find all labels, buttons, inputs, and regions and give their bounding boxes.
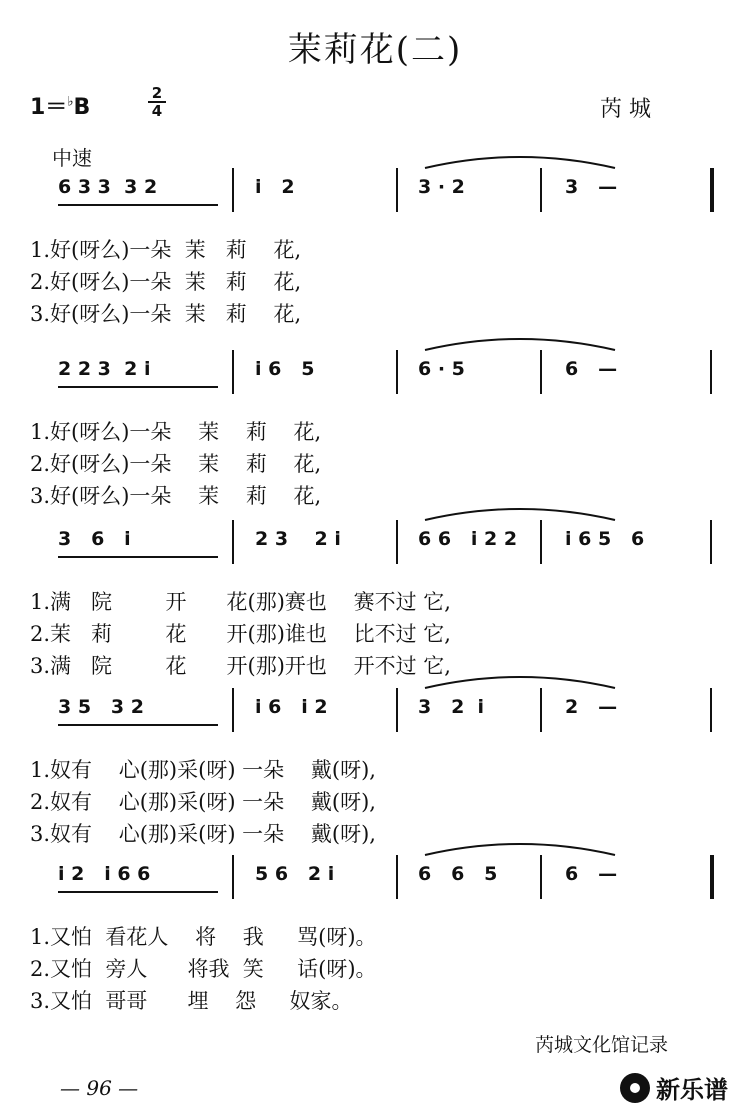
bar-line bbox=[710, 168, 714, 212]
measure-notes: i 6 i 2 bbox=[255, 696, 328, 718]
lyric-line: 3.满 院 花 开(那)开也 开不过 它, bbox=[30, 654, 451, 678]
tie-arc-path bbox=[425, 509, 615, 520]
tie-arc-path bbox=[425, 157, 615, 168]
tie-arc bbox=[420, 837, 620, 857]
bar-line bbox=[232, 688, 234, 732]
measure-notes: i 2 i 6 6 bbox=[58, 863, 151, 885]
tie-arc bbox=[420, 502, 620, 522]
logo-text: 新乐谱 bbox=[656, 1076, 728, 1104]
measure-notes: 2 2 3 2 i bbox=[58, 358, 151, 380]
record-disc-icon bbox=[620, 1073, 650, 1103]
measure-notes: 6 6 i 2 2 bbox=[418, 528, 518, 550]
measure-notes: 6 3 3 3 2 bbox=[58, 176, 158, 198]
bar-line bbox=[396, 520, 398, 564]
bar-line bbox=[710, 350, 712, 394]
tie-arc-path bbox=[425, 339, 615, 350]
bar-line bbox=[710, 688, 712, 732]
tie-arc bbox=[420, 150, 620, 170]
beam-underline bbox=[58, 891, 218, 893]
bar-line bbox=[396, 168, 398, 212]
author: 芮 城 bbox=[600, 97, 651, 122]
bar-line bbox=[540, 168, 542, 212]
key-prefix: 1＝ bbox=[30, 95, 68, 120]
lyric-line: 3.奴有 心(那)采(呀) 一朵 戴(呀), bbox=[30, 822, 376, 846]
lyric-line: 1.奴有 心(那)采(呀) 一朵 戴(呀), bbox=[30, 758, 376, 782]
measure-notes: 5 6 2 i bbox=[255, 863, 335, 885]
beam-underline bbox=[58, 724, 218, 726]
bar-line bbox=[232, 855, 234, 899]
bar-line bbox=[232, 520, 234, 564]
measure-notes: 3 6 i bbox=[58, 528, 131, 550]
bar-line bbox=[710, 855, 714, 899]
beam-underline bbox=[58, 386, 218, 388]
meter-bottom: 4 bbox=[151, 102, 163, 120]
tie-arc-path bbox=[425, 677, 615, 688]
bar-line bbox=[396, 855, 398, 899]
beam-underline bbox=[58, 556, 218, 558]
bar-line bbox=[396, 350, 398, 394]
lyric-line: 2.好(呀么)一朵 茉 莉 花, bbox=[30, 452, 322, 476]
bar-line bbox=[540, 688, 542, 732]
site-logo bbox=[620, 1070, 728, 1105]
measure-notes: 3 5 3 2 bbox=[58, 696, 144, 718]
song-title: 茉莉花(二) bbox=[287, 30, 463, 70]
lyric-line: 2.茉 莉 花 开(那)谁也 比不过 它, bbox=[30, 622, 451, 646]
lyric-line: 3.又怕 哥哥 埋 怨 奴家。 bbox=[30, 989, 353, 1013]
lyric-line: 3.好(呀么)一朵 茉 莉 花, bbox=[30, 302, 302, 326]
lyric-line: 1.好(呀么)一朵 茉 莉 花, bbox=[30, 238, 302, 262]
bar-line bbox=[232, 350, 234, 394]
meter-top: 2 bbox=[151, 84, 163, 102]
tie-arc bbox=[420, 670, 620, 690]
measure-notes: 6 · 5 bbox=[418, 358, 465, 380]
measure-notes: i 6 5 6 bbox=[565, 528, 645, 550]
measure-notes: 3 2 i bbox=[418, 696, 485, 718]
key-note: B bbox=[73, 95, 91, 120]
measure-notes: 3 · 2 bbox=[418, 176, 465, 198]
beam-underline bbox=[58, 204, 218, 206]
bar-line bbox=[710, 520, 712, 564]
measure-notes: 6 6 5 bbox=[418, 863, 498, 885]
key-signature bbox=[30, 90, 90, 121]
flat-sign: ♭ bbox=[67, 94, 74, 110]
lyric-line: 2.又怕 旁人 将我 笑 话(呀)。 bbox=[30, 957, 377, 981]
tie-arc-path bbox=[425, 844, 615, 855]
bar-line bbox=[540, 350, 542, 394]
lyric-line: 1.又怕 看花人 将 我 骂(呀)。 bbox=[30, 925, 377, 949]
measure-notes: 6 — bbox=[565, 358, 618, 380]
measure-notes: i 2 bbox=[255, 176, 295, 198]
measure-notes: 3 — bbox=[565, 176, 618, 198]
bar-line bbox=[232, 168, 234, 212]
lyric-line: 2.好(呀么)一朵 茉 莉 花, bbox=[30, 270, 302, 294]
lyric-line: 1.好(呀么)一朵 茉 莉 花, bbox=[30, 420, 322, 444]
measure-notes: i 6 5 bbox=[255, 358, 315, 380]
time-signature bbox=[148, 86, 166, 118]
page-number: — 96 — bbox=[60, 1076, 139, 1100]
tie-arc bbox=[420, 332, 620, 352]
lyric-line: 2.奴有 心(那)采(呀) 一朵 戴(呀), bbox=[30, 790, 376, 814]
lyric-line: 3.好(呀么)一朵 茉 莉 花, bbox=[30, 484, 322, 508]
measure-notes: 6 — bbox=[565, 863, 618, 885]
bar-line bbox=[540, 520, 542, 564]
bar-line bbox=[540, 855, 542, 899]
bar-line bbox=[396, 688, 398, 732]
credit-line: 芮城文化馆记录 bbox=[535, 1034, 669, 1056]
measure-notes: 2 — bbox=[565, 696, 618, 718]
tempo-marking: 中速 bbox=[52, 146, 92, 170]
measure-notes: 2 3 2 i bbox=[255, 528, 341, 550]
lyric-line: 1.满 院 开 花(那)赛也 赛不过 它, bbox=[30, 590, 451, 614]
